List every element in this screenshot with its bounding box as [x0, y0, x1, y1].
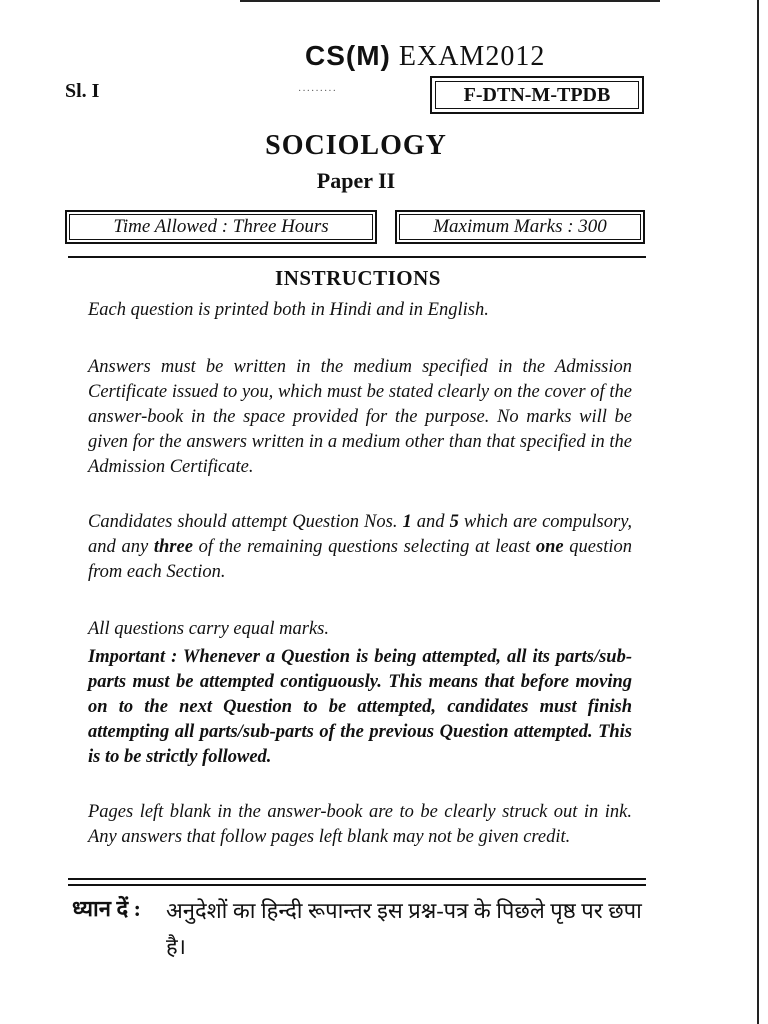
divider-bottom-2 — [68, 884, 646, 886]
time-allowed-text: Time Allowed : Three Hours — [69, 214, 373, 240]
instruction-language: Each question is printed both in Hindi and in English. — [88, 300, 489, 320]
exam-title — [305, 40, 545, 73]
booklet-code-box — [430, 76, 644, 114]
instruction-attempt-one: one — [535, 537, 564, 557]
serial-dots: ········· — [298, 86, 337, 97]
divider-bottom-1 — [68, 878, 646, 880]
top-border-line — [240, 0, 660, 2]
instruction-medium: Answers must be written in the medium specified in the Admission Certificate issued to you, which must be stated clearly on the cover of the answer-book in the space provided for the purpose. No marks will be given for the answers written in a medium other than that specified in the Admission Certificate. — [88, 357, 632, 477]
paper-title: Paper II — [316, 168, 396, 193]
instruction-blank-pages: Pages left blank in the answer-book are to be clearly struck out in ink. Any answers that follow pages left blank may not be given credit. — [88, 802, 632, 847]
hindi-notice-text: अनुदेशों का हिन्दी रूपान्तर इस प्रश्न-पत्र के पिछले पृष्ठ पर छपा है। — [166, 898, 642, 959]
instruction-attempt-q1: 1 — [402, 512, 412, 532]
instruction-attempt-part: question from each Section. — [88, 537, 632, 582]
booklet-code: F-DTN-M-TPDB — [435, 81, 639, 109]
instruction-important: Important : Whenever a Question is being attempted, all its parts/sub-parts must be attempted contiguously. This means that before moving on to the next Question to be attempted, candidates must finish attempting all parts/sub-parts of the previous Question attempted. This is to be strictly followed. — [88, 647, 632, 767]
instruction-attempt-part: Candidates should attempt Question Nos. — [88, 512, 403, 532]
instruction-attempt-q5: 5 — [449, 512, 459, 532]
serial-number-label: Sl. I — [65, 80, 100, 102]
page-edge-line — [757, 0, 759, 1024]
instruction-equal-marks: All questions carry equal marks. — [88, 619, 329, 639]
exam-name: EXAM2012 — [398, 41, 546, 72]
instruction-attempt-part: and — [411, 512, 450, 532]
exam-prefix: CS(M) — [305, 40, 391, 71]
subject-title: SOCIOLOGY — [265, 130, 447, 161]
hindi-notice-label: ध्यान दें : — [72, 896, 141, 921]
instruction-attempt — [88, 510, 632, 585]
instructions-heading: INSTRUCTIONS — [275, 266, 441, 290]
instruction-attempt-part: which are compulsory, and any — [88, 512, 633, 557]
maximum-marks-text: Maximum Marks : 300 — [399, 214, 641, 240]
divider-top — [68, 256, 646, 258]
instruction-attempt-part: of the remaining questions selecting at least — [192, 537, 536, 557]
time-allowed-box — [65, 210, 377, 244]
instruction-attempt-three: three — [153, 537, 193, 557]
maximum-marks-box — [395, 210, 645, 244]
